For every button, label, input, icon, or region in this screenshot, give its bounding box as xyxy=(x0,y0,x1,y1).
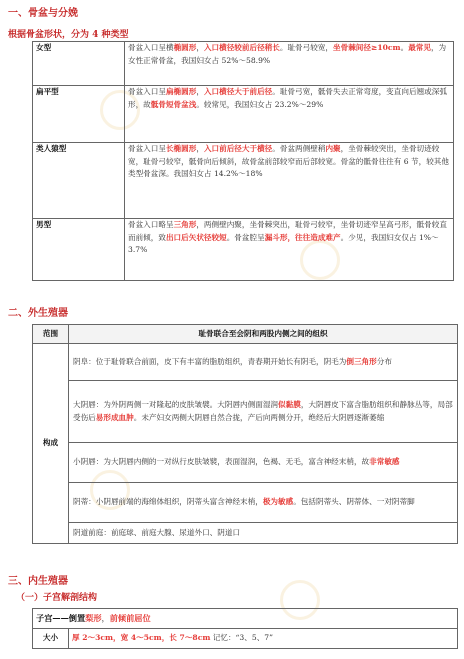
table-row xyxy=(33,42,454,86)
list-item: 阴道前庭：前庭球、前庭大腺、尿道外口、阴道口 xyxy=(69,523,458,544)
pelvis-type: 男型 xyxy=(33,219,125,281)
list-item: 阴阜：位于耻骨联合前面，皮下有丰富的脂肪组织，青春期开始长有阴毛，阴毛为倒三角形分布 xyxy=(69,344,458,381)
table-row xyxy=(33,443,458,483)
table-row xyxy=(33,523,458,544)
size-label: 大小 xyxy=(33,629,69,649)
pelvis-subtitle: 根据骨盆形状，分为 4 种类型 xyxy=(8,30,129,40)
pelvis-description: 骨盆入口呈横椭圆形，入口横径较前后径稍长。耻骨弓较宽，坐骨棘间径≥10cm。最常见，为女性正常骨盆，我国妇女占 52%～58.9% xyxy=(125,42,454,86)
list-item: 小阴唇：为大阴唇内侧的一对纵行皮肤皱襞，表面湿润，色褐、无毛，富含神经末梢，故非常敏感 xyxy=(69,443,458,483)
table-row xyxy=(33,143,454,219)
table-row xyxy=(33,609,458,629)
size-value: 厚 2～3cm，宽 4～5cm，长 7～8cm 记忆：“3、5、7” xyxy=(69,629,458,649)
composition-label: 构成 xyxy=(33,344,69,544)
table-row xyxy=(33,325,458,344)
range-value: 耻骨联合至会阴和两股内侧之间的组织 xyxy=(69,325,458,344)
table-row xyxy=(33,344,458,381)
list-item: 大阴唇：为外阴两侧一对隆起的皮肤皱襞。大阴唇内侧面湿润似黏膜，大阴唇皮下富含脂肪组织和静脉丛等，局部受伤后易形成血肿。未产妇女两侧大阴唇自然合拢，产后向两侧分开，绝经后大阴唇逐渐萎缩 xyxy=(69,381,458,443)
pelvis-type: 女型 xyxy=(33,42,125,86)
list-item: 阴蒂：小阴唇前端的海绵体组织，阴蒂头富含神经末梢，极为敏感。包括阴蒂头、阴蒂体、一对阴蒂脚 xyxy=(69,483,458,523)
pelvis-description: 骨盆入口略呈三角形，两侧壁内聚，坐骨棘突出，耻骨弓较窄，坐骨切迹窄呈高弓形，骶骨较直而前倾，致出口后矢状径较短。骨盆腔呈漏斗形，往往造成难产。少见，我国妇女仅占 1%～3.7% xyxy=(125,219,454,281)
table-row xyxy=(33,629,458,649)
section-title-external-genitalia: 二、外生殖器 xyxy=(8,308,68,319)
table-row xyxy=(33,381,458,443)
external-genitalia-table xyxy=(32,324,458,544)
table-row xyxy=(33,219,454,281)
table-row xyxy=(33,483,458,523)
uterus-subtitle: （一）子宫解剖结构 xyxy=(16,593,98,603)
uterus-intro: 子宫——倒置梨形，前倾前屈位 xyxy=(33,609,458,629)
pelvis-description: 骨盆入口呈长椭圆形，入口前后径大于横径。骨盆两侧壁稍内聚，坐骨棘较突出，坐骨切迹较宽，耻骨弓较窄，骶骨向后倾斜，故骨盆前部较窄而后部较宽。骨盆的骶骨往往有 6 节，较其他类型骨盆深。我国妇女占 14.2%～18% xyxy=(125,143,454,219)
section-title-internal-genitalia: 三、内生殖器 xyxy=(8,576,68,587)
pelvis-type: 扁平型 xyxy=(33,86,125,143)
pelvis-types-table xyxy=(32,41,454,281)
uterus-table xyxy=(32,608,458,649)
range-label: 范围 xyxy=(33,325,69,344)
pelvis-description: 骨盆入口呈扁椭圆形，入口横径大于前后径。耻骨弓宽，骶骨失去正常弯度，变直向后翘或深弧形，故骶骨短骨盆浅。较常见，我国妇女占 23.2%～29% xyxy=(125,86,454,143)
pelvis-type: 类人猿型 xyxy=(33,143,125,219)
table-row xyxy=(33,86,454,143)
section-title-pelvis: 一、骨盆与分娩 xyxy=(8,8,78,19)
